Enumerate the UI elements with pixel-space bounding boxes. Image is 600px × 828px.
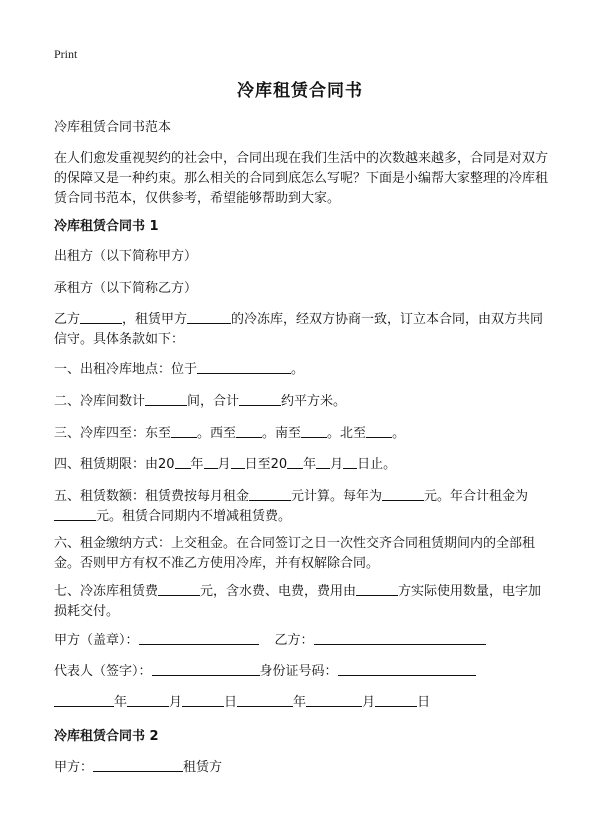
representative-label: 代表人（签字）： (54, 664, 152, 679)
clause-5-b: 元计算。每年为 (291, 489, 383, 504)
clause-2-b: 间，合计 (187, 394, 240, 409)
intro-paragraph: 在人们愈发重视契约的社会中，合同出现在我们生活中的次数越来越多，合同是对双方的保障又是一种约束。那么相关的合同到底怎么写呢？下面是小编帮大家整理的冷库租赁合同书范本，仅供参考，希望能够帮助到大家。 (54, 151, 549, 206)
fill-blank (54, 507, 96, 521)
fill-blank (366, 424, 392, 438)
fill-blank (316, 455, 330, 469)
fill-blank (306, 693, 362, 707)
fill-blank (54, 693, 114, 707)
id-number-label: 身份证号码： (259, 664, 338, 679)
clause-7 (54, 582, 552, 622)
clause-1-label: 一、出租冷库地点：位于 (54, 362, 198, 377)
fill-blank (249, 487, 291, 501)
day-label: 日 (224, 695, 238, 710)
clause-5-d: 元。租赁合同期内不增减租赁费。 (96, 509, 292, 524)
subtitle: 冷库租赁合同书范本 (54, 120, 172, 135)
clause-4-b: 年 (190, 457, 204, 472)
fill-blank (175, 455, 191, 469)
parties-paragraph (54, 310, 552, 350)
clause-4-e: 年 (303, 457, 317, 472)
fill-blank (287, 455, 303, 469)
fill-blank (158, 582, 200, 596)
clause-3-d: 。北至 (327, 426, 367, 441)
fill-blank (382, 487, 424, 501)
clause-5 (54, 487, 552, 527)
fill-blank (127, 693, 169, 707)
clause-5-c: 元。年合计租金为 (424, 489, 529, 504)
lessee-line: 承租方（以下简称乙方） (54, 281, 198, 296)
party-a-seal-label: 甲方（盖章）： (54, 633, 139, 648)
clause-4-d: 日至20 (244, 457, 288, 472)
clause-1-end: 。 (291, 362, 305, 377)
fill-blank (314, 631, 486, 645)
fill-blank (139, 631, 259, 645)
fill-blank (197, 360, 291, 374)
section2-party-line (54, 758, 552, 778)
month-label: 月 (169, 695, 183, 710)
clause-2-c: 约平方米。 (281, 394, 347, 409)
year-label: 年 (293, 695, 307, 710)
fill-blank (80, 310, 122, 324)
fill-blank (236, 424, 262, 438)
fill-blank (182, 693, 224, 707)
fill-blank (145, 392, 187, 406)
lease-of-text: ，租赁甲方 (122, 312, 188, 327)
clause-3-c: 。南至 (262, 426, 302, 441)
clause-4-g: 日止。 (357, 457, 397, 472)
clause-3-a: 三、冷库四至：东至 (54, 426, 172, 441)
cold-storage-clause: 的冷冻库，经双方协商一致，订立本合同，由双方共同信守。具体条款如下： (54, 312, 544, 347)
signature-line-parties (54, 631, 552, 651)
fill-blank (356, 582, 398, 596)
fill-blank (239, 392, 281, 406)
party-b-text: 乙方 (54, 312, 81, 327)
clause-5-a: 五、租赁数额：租赁费按每月租金 (54, 489, 250, 504)
clause-1 (54, 360, 552, 380)
clause-3-e: 。 (392, 426, 406, 441)
clause-6: 六、租金缴纳方式：上交租金。在合同签订之日一次性交齐合同租赁期间内的全部租金。否则甲方有权不准乙方使用冷库，并有权解除合同。 (54, 536, 536, 571)
print-label: Print (54, 47, 78, 61)
day-label: 日 (417, 695, 431, 710)
clause-7-c: 方实际使用数量，电字加损耗交付。 (54, 584, 542, 619)
signature-line-representative (54, 662, 552, 682)
fill-blank (152, 662, 260, 676)
clause-4 (54, 455, 552, 475)
lessor-line: 出租方（以下简称甲方） (54, 249, 198, 264)
clause-2-a: 二、冷库间数计 (54, 394, 146, 409)
clause-4-f: 月 (330, 457, 344, 472)
clause-2 (54, 392, 552, 412)
document-title: 冷库租赁合同书 (237, 81, 363, 101)
clause-4-a: 四、租赁期限：由20 (54, 457, 175, 472)
fill-blank (343, 455, 357, 469)
clause-3 (54, 424, 552, 444)
fill-blank (171, 424, 197, 438)
fill-blank (338, 662, 476, 676)
section2-party-a-label: 甲方： (54, 760, 94, 775)
fill-blank (237, 693, 293, 707)
clause-7-a: 七、冷冻库租赁费 (54, 584, 159, 599)
section2-lessor-label: 租赁方 (183, 760, 223, 775)
fill-blank (204, 455, 218, 469)
clause-3-b: 。西至 (197, 426, 237, 441)
fill-blank (301, 424, 327, 438)
section2-heading: 冷库租赁合同书 2 (54, 729, 159, 744)
month-label: 月 (362, 695, 376, 710)
signature-date-line (54, 693, 552, 713)
clause-4-c: 月 (217, 457, 231, 472)
section1-heading: 冷库租赁合同书 1 (54, 219, 159, 234)
fill-blank (231, 455, 245, 469)
year-label: 年 (114, 695, 128, 710)
party-b-label: 乙方： (274, 633, 314, 648)
clause-7-b: 元，含水费、电费，费用由 (200, 584, 357, 599)
fill-blank (375, 693, 417, 707)
fill-blank (93, 758, 183, 772)
fill-blank (187, 310, 231, 324)
